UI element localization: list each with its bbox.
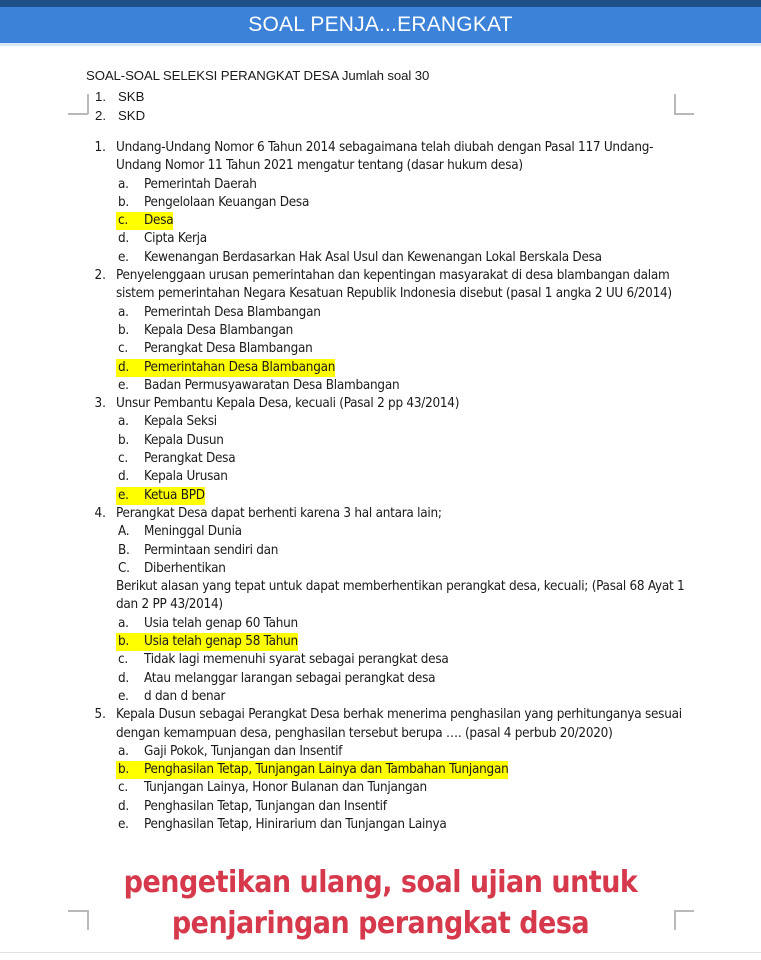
option-row[interactable] — [116, 176, 686, 194]
sub-option-row[interactable] — [116, 542, 686, 560]
option-text: Kepala Desa Blambangan — [144, 322, 293, 338]
option-text: Ketua BPD — [144, 487, 205, 505]
sub-option-text: Permintaan sendiri dan — [144, 542, 279, 558]
question-body — [116, 706, 686, 834]
question-body — [116, 267, 686, 395]
sub-option-key: B. — [118, 542, 130, 558]
question-stem: Unsur Pembantu Kepala Desa, kecuali (Pasal 2 pp 43/2014) — [116, 396, 460, 412]
option-list — [116, 176, 686, 267]
option-text: Usia telah genap 60 Tahun — [144, 615, 298, 631]
option-text: Tunjangan Lainya, Honor Bulanan dan Tunjangan — [144, 780, 427, 796]
option-key: d. — [118, 231, 129, 247]
document-header-line: SOAL-SOAL SELEKSI PERANGKAT DESA Jumlah soal 30 — [86, 68, 430, 83]
question-stem: Penyelenggaan urusan pemerintahan dan kepentingan masyarakat di desa blambangan dalam sistem pemerintahan Negara Kesatuan Republik Indonesia disebut (pasal 1 angka 2 UU 6/2014) — [116, 268, 672, 302]
option-row[interactable] — [116, 670, 686, 688]
option-key: e. — [118, 377, 129, 393]
option-text: Gaji Pokok, Tunjangan dan Insentif — [144, 743, 343, 759]
option-row-highlighted[interactable] — [116, 761, 686, 779]
option-text: Badan Permusyawaratan Desa Blambangan — [144, 377, 400, 393]
sub-option-row[interactable] — [116, 560, 686, 578]
option-row[interactable] — [116, 816, 686, 834]
question-stem: Undang-Undang Nomor 6 Tahun 2014 sebagaimana telah diubah dengan Pasal 117 Undang-Undang Nomor 11 Tahun 2021 mengatur tentang (dasar hukum desa) — [116, 140, 654, 174]
question-note: Berikut alasan yang tepat untuk dapat memberhentikan perangkat desa, kecuali; (Pasal 68 Ayat 1 dan 2 PP 43/2014) — [116, 579, 685, 613]
option-row-highlighted[interactable] — [116, 359, 686, 377]
status-bar — [0, 0, 761, 7]
question-item — [86, 706, 686, 834]
option-row[interactable] — [116, 249, 686, 267]
option-key: c. — [116, 212, 144, 230]
option-row[interactable] — [116, 450, 686, 468]
list-item-number: 2. — [95, 108, 106, 123]
question-stem: Perangkat Desa dapat berhenti karena 3 hal antara lain; — [116, 505, 442, 521]
question-number: 4. — [94, 505, 106, 521]
option-row-highlighted[interactable] — [116, 633, 686, 651]
question-body — [116, 505, 686, 706]
option-key: d. — [118, 469, 129, 485]
option-text: Kepala Urusan — [144, 469, 228, 485]
option-row[interactable] — [116, 743, 686, 761]
option-key: b. — [118, 194, 129, 210]
option-row-highlighted[interactable] — [116, 487, 686, 505]
option-text: Pemerintah Daerah — [144, 176, 257, 192]
question-number: 3. — [94, 396, 106, 412]
option-key: b. — [116, 633, 144, 651]
option-key: b. — [118, 322, 129, 338]
question-stem: Kepala Dusun sebagai Perangkat Desa berhak menerima penghasilan yang perhitunganya sesuai dengan kemampuan desa, penghasilan tersebut berupa …. (pasal 4 perbub 20/2020) — [116, 707, 682, 741]
option-list — [116, 615, 686, 706]
option-key: d. — [118, 798, 129, 814]
option-key: b. — [116, 761, 144, 779]
sub-option-key: C. — [118, 560, 130, 576]
option-text: Penghasilan Tetap, Hinirarium dan Tunjangan Lainya — [144, 816, 447, 832]
option-list — [116, 304, 686, 395]
option-key: a. — [118, 304, 129, 320]
footer-note-line-1: pengetikan ulang, soal ujian untuk — [123, 865, 638, 900]
document-title: SOAL PENJA...ERANGKAT — [248, 13, 513, 36]
option-text: Cipta Kerja — [144, 231, 207, 247]
question-body — [116, 139, 686, 267]
footer-note — [0, 862, 761, 944]
option-row[interactable] — [116, 798, 686, 816]
option-text: Perangkat Desa — [144, 451, 236, 467]
option-row-highlighted[interactable] — [116, 212, 686, 230]
option-key: e. — [118, 816, 129, 832]
option-key: a. — [118, 414, 129, 430]
option-key: e. — [118, 688, 129, 704]
option-row[interactable] — [116, 432, 686, 450]
question-number: 5. — [94, 707, 106, 723]
question-item — [86, 505, 686, 706]
option-text: Perangkat Desa Blambangan — [144, 341, 313, 357]
question-body — [116, 395, 686, 505]
question-item — [86, 267, 686, 395]
sub-option-list — [116, 523, 686, 578]
option-list — [116, 413, 686, 504]
option-text: Pemerintahan Desa Blambangan — [144, 359, 335, 377]
option-key: b. — [118, 432, 129, 448]
option-row[interactable] — [116, 194, 686, 212]
preamble-list — [86, 87, 686, 125]
option-text: Penghasilan Tetap, Tunjangan dan Insentif — [144, 798, 387, 814]
option-text: Kewenangan Berdasarkan Hak Asal Usul dan Kewenangan Lokal Berskala Desa — [144, 249, 602, 265]
option-text: Pemerintah Desa Blambangan — [144, 304, 321, 320]
list-item — [86, 106, 686, 125]
option-text: Desa — [144, 212, 173, 230]
option-key: a. — [118, 176, 129, 192]
option-row[interactable] — [116, 468, 686, 486]
option-key: d. — [118, 670, 129, 686]
option-text: d dan d benar — [144, 688, 226, 704]
question-number: 1. — [94, 140, 106, 155]
sub-option-key: A. — [118, 524, 130, 540]
option-key: e. — [118, 249, 129, 265]
question-number: 2. — [94, 268, 106, 284]
option-list — [116, 743, 686, 834]
option-key: a. — [118, 743, 129, 759]
option-row[interactable] — [116, 615, 686, 633]
option-row[interactable] — [116, 779, 686, 797]
question-list — [86, 139, 686, 834]
option-row[interactable] — [116, 340, 686, 358]
option-key: e. — [116, 487, 144, 505]
list-item-label: SKD — [118, 108, 146, 123]
option-row[interactable] — [116, 688, 686, 706]
question-item — [86, 139, 686, 267]
option-key: c. — [118, 341, 128, 357]
sub-option-text: Diberhentikan — [144, 560, 226, 576]
sub-option-row[interactable] — [116, 523, 686, 541]
option-text: Kepala Dusun — [144, 432, 224, 448]
list-item — [86, 87, 686, 106]
document-content — [86, 66, 686, 834]
question-item — [86, 395, 686, 505]
option-key: c. — [118, 652, 128, 668]
margin-corner-top-left — [68, 94, 88, 114]
option-key: c. — [118, 780, 128, 796]
option-row[interactable] — [116, 413, 686, 431]
option-key: d. — [116, 359, 144, 377]
page-bottom-rule — [0, 952, 761, 953]
option-row[interactable] — [116, 304, 686, 322]
list-item-number: 1. — [95, 89, 106, 104]
option-row[interactable] — [116, 230, 686, 248]
option-row[interactable] — [116, 651, 686, 669]
option-row[interactable] — [116, 322, 686, 340]
footer-note-line-2: penjaringan perangkat desa — [171, 906, 590, 941]
app-titlebar — [0, 7, 761, 43]
option-text: Tidak lagi memenuhi syarat sebagai perangkat desa — [144, 652, 449, 668]
option-text: Atau melanggar larangan sebagai perangkat desa — [144, 670, 436, 686]
list-item-label: SKB — [118, 89, 145, 104]
option-key: c. — [118, 451, 128, 467]
sub-option-text: Meninggal Dunia — [144, 524, 242, 540]
option-text: Kepala Seksi — [144, 414, 217, 430]
option-text: Pengelolaan Keuangan Desa — [144, 194, 310, 210]
option-text: Penghasilan Tetap, Tunjangan Lainya dan Tambahan Tunjangan — [144, 761, 508, 779]
option-row[interactable] — [116, 377, 686, 395]
option-text: Usia telah genap 58 Tahun — [144, 633, 298, 651]
option-key: a. — [118, 615, 129, 631]
